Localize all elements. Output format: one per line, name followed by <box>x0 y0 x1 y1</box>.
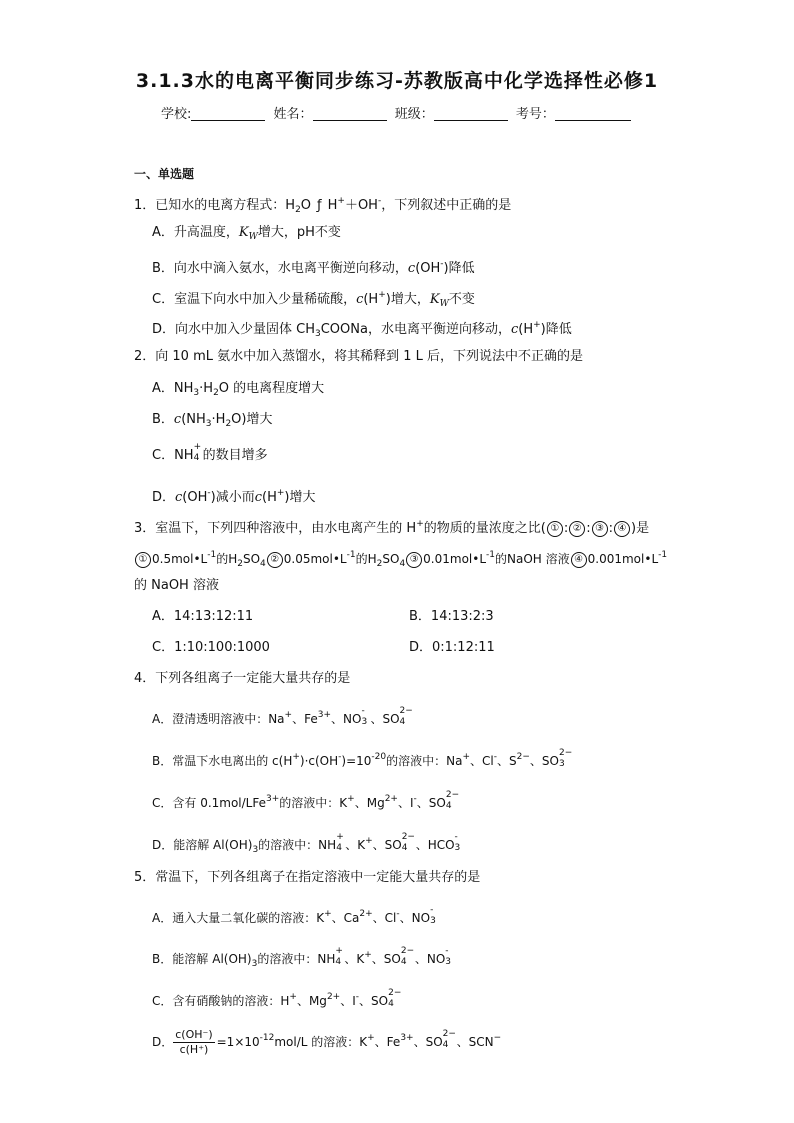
question-3-option-b: B．14:13:2:3 <box>409 609 494 624</box>
school-blank[interactable] <box>191 106 265 121</box>
question-4-option-d: D．能溶解 $Al(OH)_3$的溶液中：NH + 4 、K+、SO 2− 4 、HCO - 3 <box>152 832 461 855</box>
question-1-option-d: D．向水中加入少量固体 $CH_3COONa$，水电离平衡逆向移动，c(H+)降低 <box>152 320 572 339</box>
question-3-stem-line-3: 的 NaOH 溶液 <box>134 578 219 593</box>
question-1-option-c: C．室温下向水中加入少量稀硫酸，c(H+)增大，$K_W$不变 <box>152 290 475 309</box>
question-5-option-d: D． $\frac{c(OH^-)}{c(H^+)}$ $=1\times 10^{-12}mol/L$ 的溶液：K+、$Fe^{3+}$、SO 2− 4 、SCN− <box>152 1028 502 1056</box>
question-4-option-a: A．澄清透明溶液中：Na+、$Fe^{3+}$、NO - 3 、SO 2− 4 <box>152 706 413 727</box>
question-2-option-b: B．$c(NH_3\cdot H_2O)$增大 <box>152 412 273 429</box>
hydroxide-over-hydrogen-fraction: $\frac{c(OH^-)}{c(H^+)}$ <box>175 1028 213 1056</box>
question-4-option-c: C．含有 0.1mol/LFe$^{3+}$的溶液中：K+、$Mg^{2+}$、I-、SO 2− 4 <box>152 790 460 811</box>
school-label: 学校: <box>161 107 192 122</box>
question-4-stem: 4．下列各组离子一定能大量共存的是 <box>134 671 351 686</box>
question-1-option-a: A．升高温度，$K_W$增大，pH不变 <box>152 225 341 242</box>
question-2-option-c: C．NH + 4 的数目增多 <box>152 442 268 463</box>
question-3-option-d: D．0:1:12:11 <box>409 640 495 655</box>
question-5-option-c: C．含有硝酸钠的溶液：H+、$Mg^{2+}$、I-、SO 2− 4 <box>152 988 402 1009</box>
question-5-option-a: A．通入大量二氧化碳的溶液：K+、$Ca^{2+}$、Cl-、NO - 3 <box>152 905 436 926</box>
question-3-stem: 3．室温下，下列四种溶液中，由水电离产生的 H+的物质的量浓度之比( ① : ② : ③ : ④ )是 <box>134 519 650 536</box>
question-2-option-a: A．$NH_3\cdot H_2O$ 的电离程度增大 <box>152 381 325 398</box>
page-title: 3.1.3水的电离平衡同步练习-苏教版高中化学选择性必修1 <box>135 70 659 92</box>
question-1-option-b: B．向水中滴入氨水，水电离平衡逆向移动，c(OH-)降低 <box>152 259 475 276</box>
class-label: 班级： <box>394 107 434 122</box>
exam-number-blank[interactable] <box>555 106 631 121</box>
class-blank[interactable] <box>434 106 508 121</box>
question-3-stem-line-2: ① $0.5mol•L^{-1}$的$H_2SO_4$ ② $0.05mol•L^{-1}$的$H_2SO_4$ ③ $0.01mol•L^{-1}$的NaOH 溶液 ④ $0.001mol•L^{-1}$ <box>134 546 667 573</box>
section-title: 一、单选题 <box>134 167 195 181</box>
question-4-option-b: B．常温下水电离出的 $c(H^+)\cdot c(OH^-)=10^{-20}$的溶液中：Na+、Cl-、$S^{2-}$、SO 2− 3 <box>152 748 573 769</box>
question-5-option-b: B．能溶解 $Al(OH)_3$的溶液中：NH + 4 、K+、SO 2− 4 、NO - 3 <box>152 946 452 969</box>
question-3-option-c: C．1:10:100:1000 <box>152 640 270 655</box>
question-2-stem: 2．向 10 mL 氨水中加入蒸馏水，将其稀释到 1 L 后，下列说法中不正确的是 <box>134 349 584 364</box>
question-5-stem: 5．常温下，下列各组离子在指定溶液中一定能大量共存的是 <box>134 870 481 885</box>
name-label: 姓名： <box>273 107 313 122</box>
question-2-option-d: D．c(OH-)减小而c(H+)增大 <box>152 488 316 505</box>
question-1-stem: 1．已知水的电离方程式：$H_2O$ ƒ H+＋OH-，下列叙述中正确的是 <box>134 196 512 215</box>
name-blank[interactable] <box>313 106 387 121</box>
student-info-line <box>161 103 635 122</box>
question-3-option-a: A．14:13:12:11 <box>152 609 254 624</box>
exam-number-label: 考号： <box>515 107 555 122</box>
